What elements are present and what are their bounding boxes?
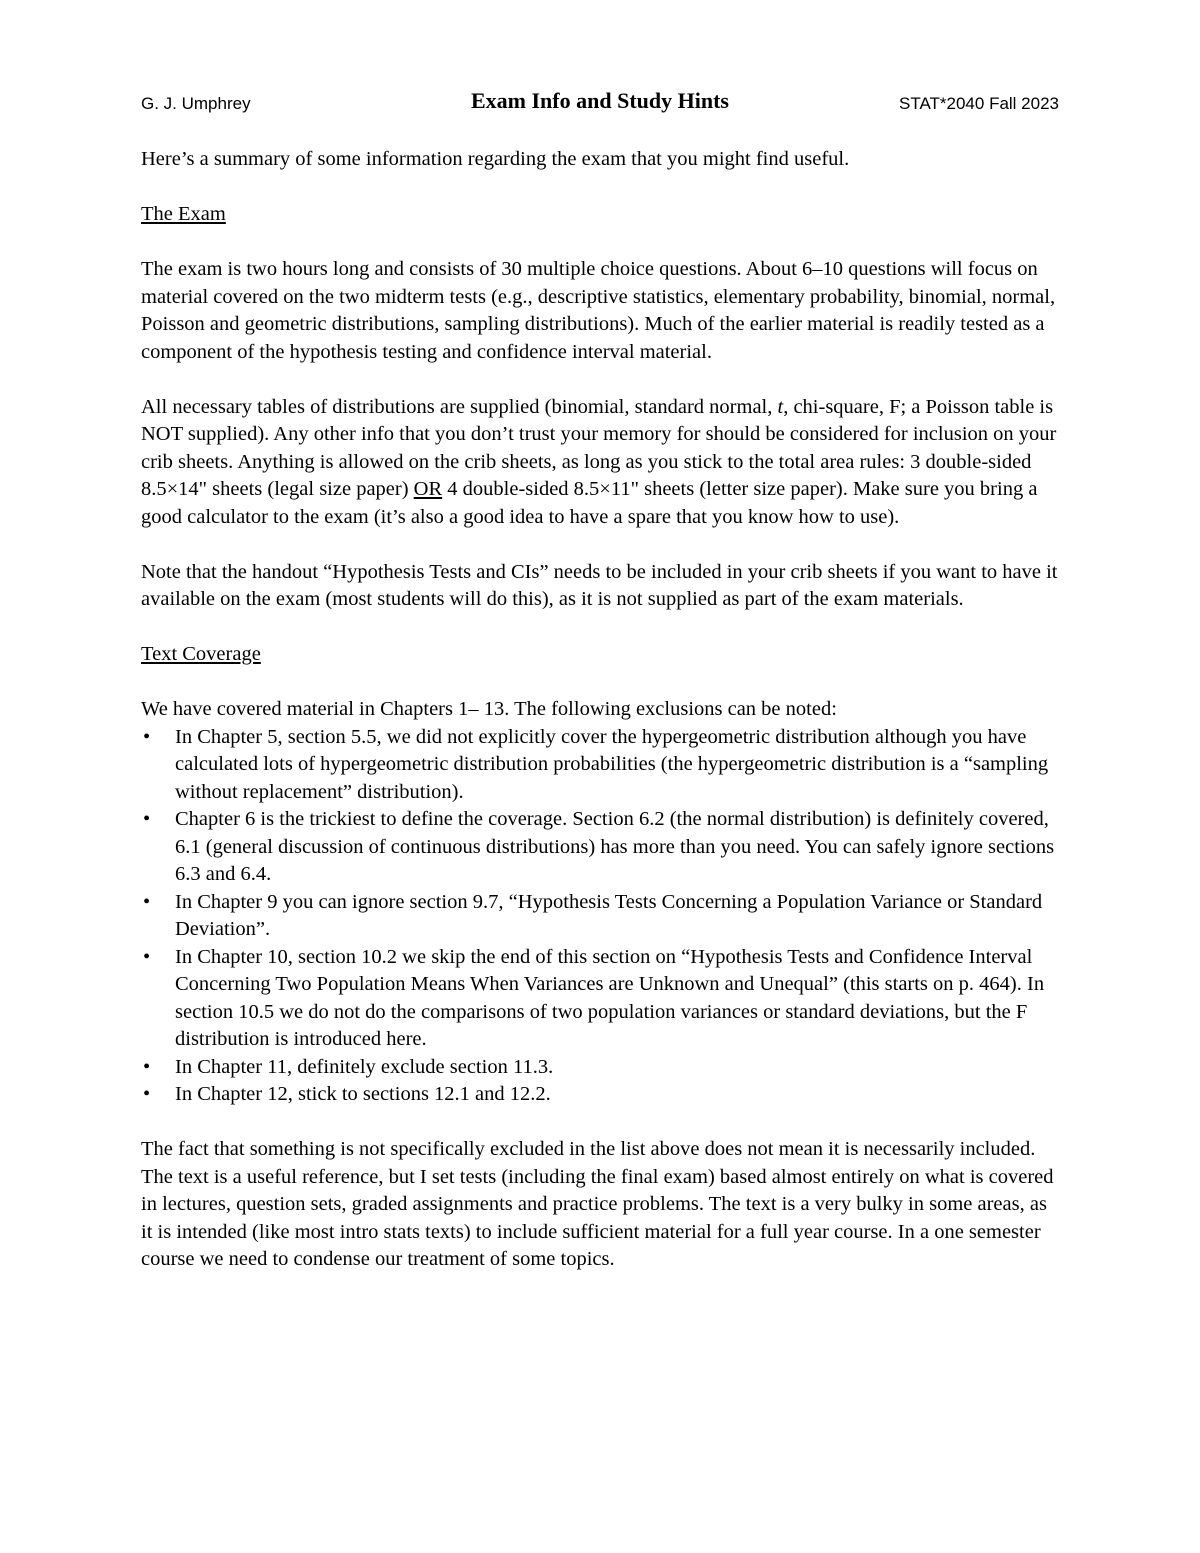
section-heading-coverage-text: Text Coverage	[141, 643, 261, 665]
closing-paragraph: The fact that something is not specifically excluded in the list above does not mean it is necessarily included. The text is a useful reference, but I set tests (including the final exam) based almost entirely on what is covered in lectures, question sets, graded assignments and practice problems. The text is a very bulky in some areas, as it is intended (like most intro stats texts) to include sufficient material for a full year course. In a one semester course we need to condense our treatment of some topics.	[141, 1138, 1054, 1270]
list-item	[141, 1081, 1063, 1109]
bullet-icon: •	[143, 945, 151, 968]
header-course: STAT*2040 Fall 2023	[898, 94, 1059, 113]
section-heading-exam	[141, 201, 1063, 229]
exam-p2-or-underlined: OR	[413, 478, 443, 500]
exclusions-list	[141, 724, 1063, 1109]
list-item	[141, 889, 1063, 944]
exam-paragraph-3: Note that the handout “Hypothesis Tests and CIs” needs to be included in your crib sheets if you want to have it available on the exam (most students will do this), as it is not supplied as part of the exam materials.	[141, 560, 1058, 610]
list-item-text: In Chapter 12, stick to sections 12.1 and 12.2.	[175, 1083, 551, 1105]
list-item	[141, 944, 1063, 1054]
section-heading-coverage	[141, 641, 1063, 669]
list-item	[141, 1054, 1063, 1082]
bullet-icon: •	[143, 725, 151, 748]
list-item-text: In Chapter 9 you can ignore section 9.7, “Hypothesis Tests Concerning a Population Variance or Standard Deviation”.	[175, 890, 1043, 940]
exam-paragraph-2	[141, 394, 1063, 532]
bullet-icon: •	[143, 1083, 151, 1105]
list-item-text: In Chapter 5, section 5.5, we did not explicitly cover the hypergeometric distribution although you have calculated lots of hypergeometric distribution probabilities (the hypergeometric distribution is a “sampling without replacement” distribution).	[175, 725, 1049, 803]
exam-p2-part-b: , chi-square, F; a Poisson table is NOT supplied). Any other info that you don’t trust your memory for should be considered for inclusion on your crib sheets. Anything is allowed on the crib sheets, as long as you stick to the total area rules: 3 double-sided 8.5×14" sheets (legal size paper)	[141, 395, 1057, 500]
exam-p2-t-italic: t	[777, 395, 784, 418]
exam-paragraph-1: The exam is two hours long and consists of 30 multiple choice questions. About 6–10 questions will focus on material covered on the two midterm tests (e.g., descriptive statistics, elementary probability, binomial, normal, Poisson and geometric distributions, sampling distributions). Much of the earlier material is readily tested as a component of the hypothesis testing and confidence interval material.	[141, 258, 1056, 363]
header-author: G. J. Umphrey	[141, 94, 251, 113]
exam-p2-part-c: 4 double-sided 8.5×11" sheets (letter size paper). Make sure you bring a good calculator to the exam (it’s also a good idea to have a spare that you know how to use).	[141, 478, 1038, 528]
bullet-icon: •	[143, 890, 151, 913]
page-header	[141, 88, 1059, 124]
coverage-intro: We have covered material in Chapters 1– 13. The following exclusions can be noted:	[141, 698, 837, 720]
bullet-icon: •	[143, 1055, 151, 1078]
document-title: Exam Info and Study Hints	[471, 88, 729, 113]
list-item-text: In Chapter 11, definitely exclude section 11.3.	[175, 1055, 554, 1078]
list-item-text: Chapter 6 is the trickiest to define the coverage. Section 6.2 (the normal distribution) is definitely covered, 6.1 (general discussion of continuous distributions) has more than you need. You can safely ignore sections 6.3 and 6.4.	[175, 808, 1055, 885]
list-item-text: In Chapter 10, section 10.2 we skip the end of this section on “Hypothesis Tests and Confidence Interval Concerning Two Population Means When Variances are Unknown and Unequal” (this starts on p. 464). In section 10.5 we do not do the comparisons of two population variances or standard deviations, but the F distribution is introduced here.	[175, 945, 1045, 1050]
section-heading-exam-text: The Exam	[141, 203, 226, 225]
list-item	[141, 806, 1063, 889]
exam-p2-part-a: All necessary tables of distributions are supplied (binomial, standard normal,	[141, 395, 778, 418]
intro-paragraph: Here’s a summary of some information regarding the exam that you might find useful.	[141, 148, 850, 170]
list-item	[141, 724, 1063, 807]
bullet-icon: •	[143, 808, 151, 830]
document-body	[141, 146, 1063, 1301]
